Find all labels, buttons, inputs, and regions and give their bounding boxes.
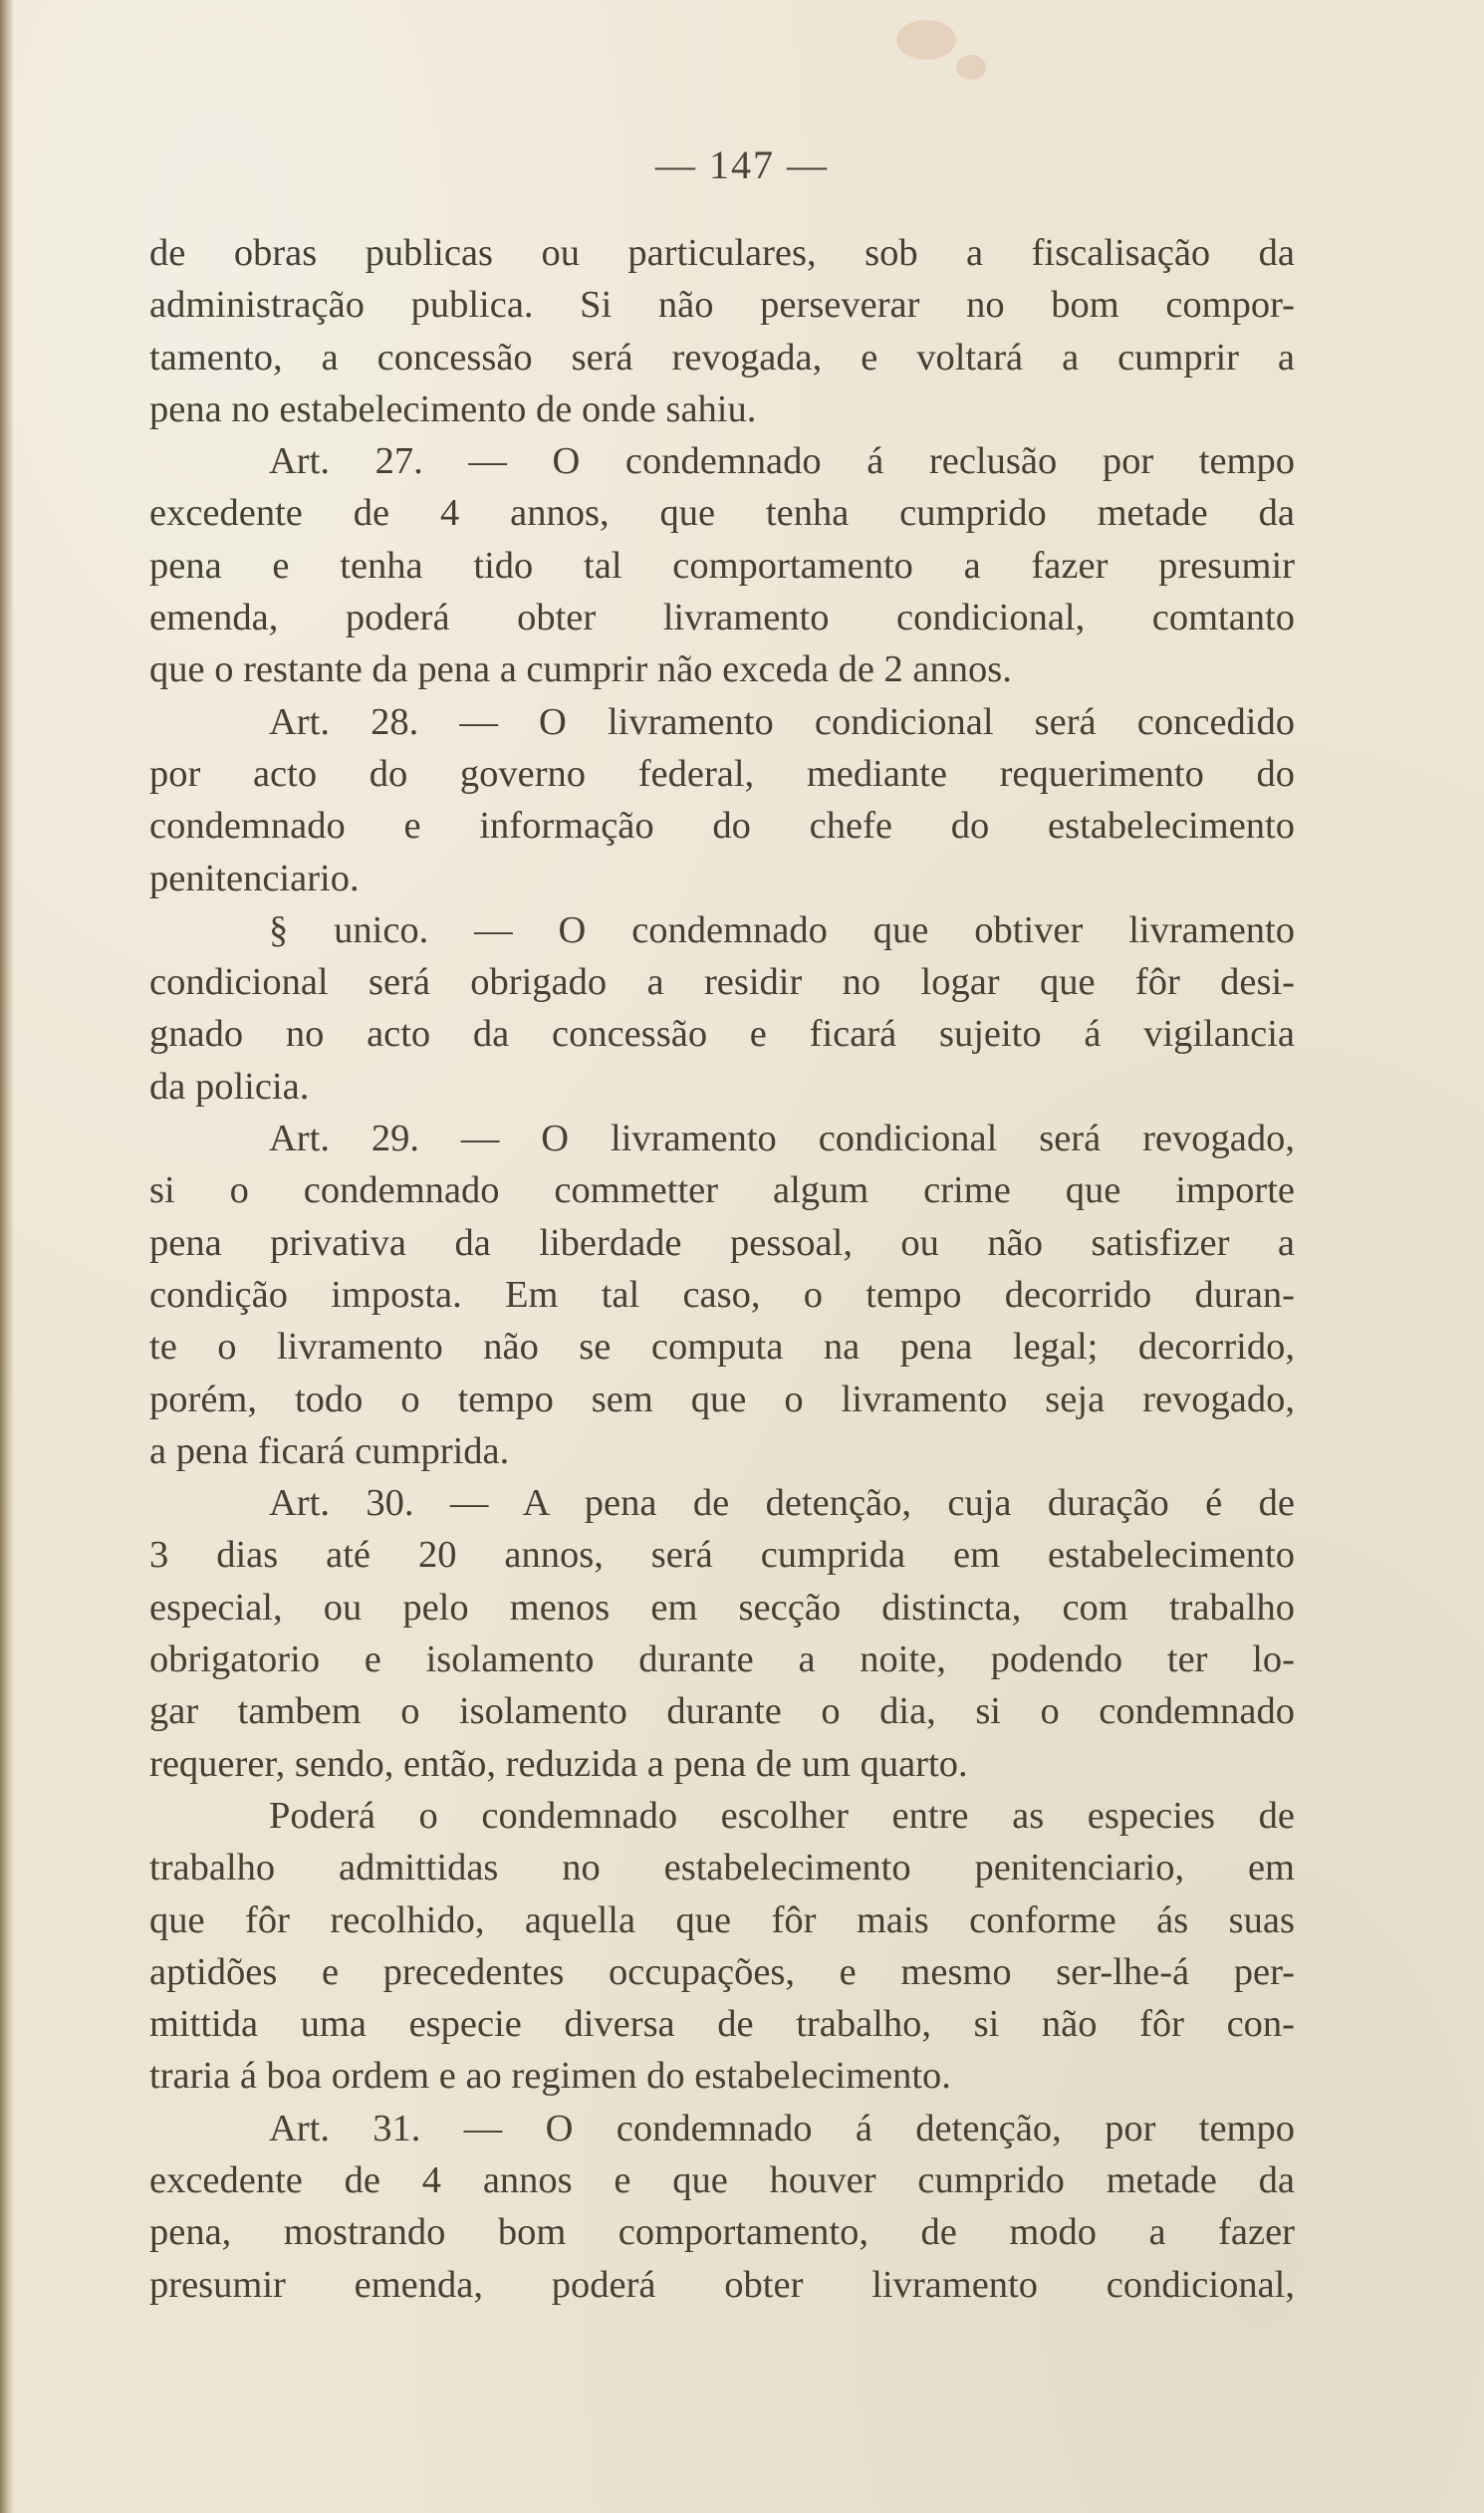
page-binding-edge [0, 0, 14, 2513]
text-line: condicional será obrigado a residir no logar que fôr desi- [149, 961, 1295, 1004]
text-line: gar tambem o isolamento durante o dia, si o condemnado [149, 1690, 1295, 1733]
page-stain [896, 20, 956, 60]
text-line: tamento, a concessão será revogada, e voltará a cumprir a [149, 336, 1295, 378]
text-line: obrigatorio e isolamento durante a noite, podendo ter lo- [149, 1638, 1295, 1681]
article-31-heading-line: Art. 31. — O condemnado á detenção, por tempo [269, 2107, 1295, 2149]
article-30-heading-line: Art. 30. — A pena de detenção, cuja duração é de [269, 1482, 1295, 1525]
text-line: si o condemnado commetter algum crime que importe [149, 1169, 1295, 1212]
text-line: especial, ou pelo menos em secção distincta, com trabalho [149, 1586, 1295, 1629]
text-line: penitenciario. [149, 857, 360, 899]
text-line: da policia. [149, 1065, 310, 1108]
article-28-heading-line: Art. 28. — O livramento condicional será concedido [269, 700, 1295, 743]
text-line: te o livramento não se computa na pena legal; decorrido, [149, 1326, 1295, 1369]
text-line: aptidões e precedentes occupações, e mesmo ser-lhe-á per- [149, 1950, 1295, 1993]
paragraph-start-line: Poderá o condemnado escolher entre as especies de [269, 1794, 1295, 1837]
text-line: trabalho admittidas no estabelecimento penitenciario, em [149, 1847, 1295, 1889]
text-line: traria á boa ordem e ao regimen do estabelecimento. [149, 2055, 951, 2098]
text-line: administração publica. Si não perseverar no bom compor- [149, 284, 1295, 327]
body-text [149, 227, 1295, 2311]
text-line: emenda, poderá obter livramento condicional, comtanto [149, 597, 1295, 639]
text-line: excedente de 4 annos, que tenha cumprido metade da [149, 492, 1295, 535]
text-line: mittida uma especie diversa de trabalho, si não fôr con- [149, 2003, 1295, 2046]
text-line: condição imposta. Em tal caso, o tempo decorrido duran- [149, 1273, 1295, 1316]
text-line: pena e tenha tido tal comportamento a fazer presumir [149, 544, 1295, 587]
text-line: gnado no acto da concessão e ficará sujeito á vigilancia [149, 1013, 1295, 1056]
text-line: porém, todo o tempo sem que o livramento seja revogado, [149, 1378, 1295, 1420]
text-line: pena, mostrando bom comportamento, de modo a fazer [149, 2211, 1295, 2254]
text-line: 3 dias até 20 annos, será cumprida em estabelecimento [149, 1534, 1295, 1577]
paragraph-unico-heading-line: § unico. — O condemnado que obtiver livramento [269, 908, 1295, 951]
page-number: — 147 — [655, 142, 829, 187]
text-line: pena privativa da liberdade pessoal, ou não satisfizer a [149, 1221, 1295, 1264]
article-29-heading-line: Art. 29. — O livramento condicional será revogado, [269, 1118, 1295, 1160]
text-line: que fôr recolhido, aquella que fôr mais conforme ás suas [149, 1898, 1295, 1941]
text-line: que o restante da pena a cumprir não exceda de 2 annos. [149, 648, 1012, 691]
text-line: condemnado e informação do chefe do estabelecimento [149, 805, 1295, 848]
text-line: pena no estabelecimento de onde sahiu. [149, 387, 757, 430]
page-stain [956, 55, 986, 80]
text-line: por acto do governo federal, mediante requerimento do [149, 752, 1295, 795]
text-line: requerer, sendo, então, reduzida a pena de um quarto. [149, 1742, 968, 1785]
text-line: presumir emenda, poderá obter livramento condicional, [149, 2263, 1295, 2306]
text-line: excedente de 4 annos e que houver cumprido metade da [149, 2158, 1295, 2201]
text-line: a pena ficará cumprida. [149, 1429, 510, 1472]
text-line: de obras publicas ou particulares, sob a fiscalisação da [149, 232, 1295, 274]
article-27-heading-line: Art. 27. — O condemnado á reclusão por tempo [269, 440, 1295, 483]
